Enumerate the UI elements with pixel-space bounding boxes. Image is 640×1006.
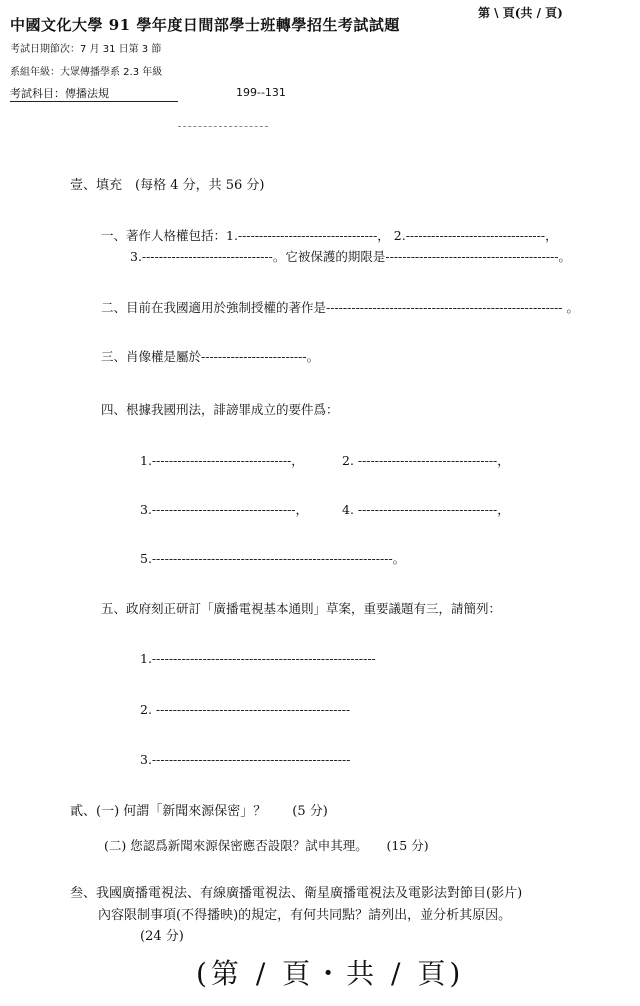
header-underline bbox=[10, 101, 178, 102]
section2-part1: 貳、(一) 何謂「新聞來源保密」？ (5 分) bbox=[70, 804, 328, 819]
section3-line2: 內容限制事項(不得播映)的規定，有何共同點？請列出，並分析其原因。 bbox=[98, 908, 512, 923]
exam-title: 中國文化大學 91 學年度日間部學士班轉學招生考試試題 bbox=[10, 16, 400, 34]
subject-code: 199--131 bbox=[236, 86, 286, 99]
header-divider bbox=[178, 126, 268, 127]
question-4-blank-3: 3.----------------------------------， bbox=[140, 502, 309, 517]
question-1-line1: 一、著作人格權包括：1.---------------------------------， 2.---------------------------------， bbox=[101, 228, 558, 243]
question-4: 四、根據我國刑法，誹謗罪成立的要件爲： bbox=[101, 402, 339, 417]
question-5: 五、政府刻正研訂「廣播電視基本通則」草案，重要議題有三，請簡列： bbox=[101, 601, 502, 616]
question-3: 三、肖像權是屬於-------------------------。 bbox=[101, 349, 320, 364]
section2-part2: (二) 您認爲新聞來源保密應否設限？試申其理。 (15 分) bbox=[104, 838, 429, 853]
section3-line3: (24 分) bbox=[140, 929, 184, 944]
question-4-blank-1: 1.---------------------------------， bbox=[140, 453, 304, 468]
question-4-blank-2: 2. ---------------------------------， bbox=[342, 453, 510, 468]
question-5-blank-1: 1.----------------------------------------------------- bbox=[140, 651, 376, 666]
section3-line1: 叁、我國廣播電視法、有線廣播電視法、衛星廣播電視法及電影法對節目(影片) bbox=[70, 886, 523, 901]
question-5-blank-3: 3.----------------------------------------------- bbox=[140, 752, 351, 767]
exam-date: 考試日期節次：7 月 31 日第 3 節 bbox=[10, 44, 162, 55]
section1-heading: 壹、填充 (每格 4 分，共 56 分) bbox=[70, 178, 265, 193]
question-2: 二、目前在我國適用於強制授權的著作是-------------------------------------------------------- 。 bbox=[101, 300, 579, 315]
department: 系組年級：大眾傳播學系 2.3 年級 bbox=[10, 67, 163, 78]
question-5-blank-2: 2. ---------------------------------------------- bbox=[140, 702, 351, 717]
question-4-blank-5: 5.---------------------------------------------------------。 bbox=[140, 551, 406, 566]
question-4-blank-4: 4. ---------------------------------， bbox=[342, 502, 510, 517]
page-mark: 第 \ 頁(共 / 頁) bbox=[478, 6, 563, 20]
question-1-line2: 3.-------------------------------。它被保護的期限是-----------------------------------------。 bbox=[130, 249, 572, 264]
subject: 考試科目：傳播法規 bbox=[10, 87, 109, 100]
footer-page-number: (第 / 頁・共 / 頁) bbox=[196, 957, 465, 990]
